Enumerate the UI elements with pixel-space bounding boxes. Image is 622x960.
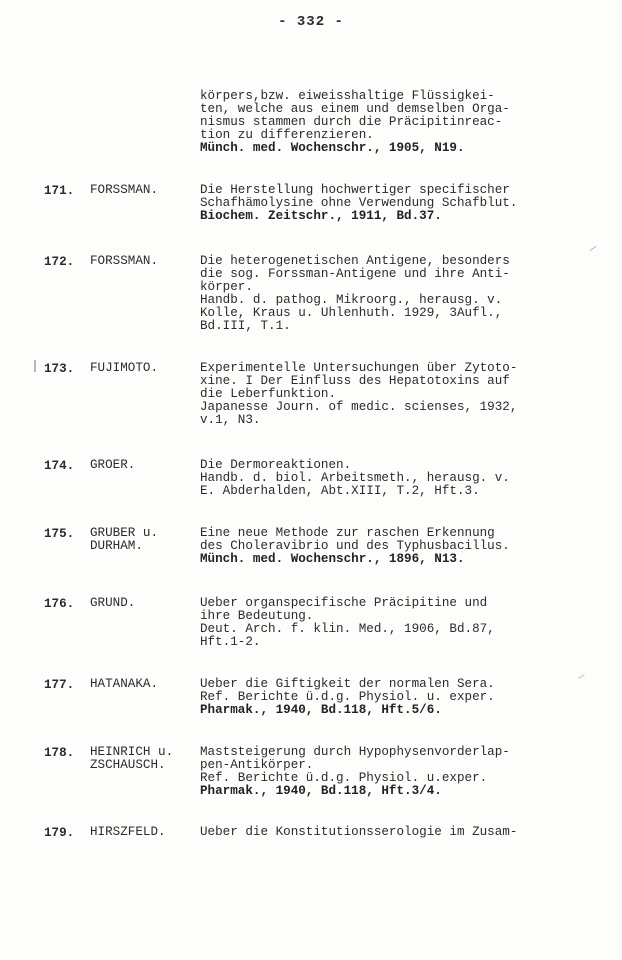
scan-mark: [589, 246, 596, 251]
scan-mark: [34, 360, 36, 372]
text-line: nismus stammen durch die Präcipitinreac-: [200, 115, 503, 129]
text-line: Maststeigerung durch Hypophysenvorderlap-: [200, 745, 510, 759]
text-line: Experimentelle Untersuchungen über Zytoto-: [200, 361, 518, 375]
text-line: die Leberfunktion.: [200, 387, 337, 401]
text-line: Die heterogenetischen Antigene, besonders: [200, 254, 510, 268]
entry-number: 176.: [44, 597, 75, 611]
entry-author: [90, 255, 158, 268]
text-line: Ref. Berichte ü.d.g. Physiol. u.exper.: [200, 771, 488, 785]
reference-line: Münch. med. Wochenschr., 1905, N19.: [200, 141, 465, 155]
entry-content: [200, 459, 580, 498]
text-line: Bd.III, T.1.: [200, 319, 291, 333]
entry-content: [200, 597, 580, 649]
author-line: GRUND.: [90, 596, 136, 610]
entry-number: 172.: [44, 255, 75, 269]
scan-mark: [578, 674, 585, 678]
entry-author: [90, 746, 173, 772]
reference-line: Pharmak., 1940, Bd.118, Hft.3/4.: [200, 784, 442, 798]
text-line: tion zu differenzieren.: [200, 128, 374, 142]
entry-content: [200, 184, 580, 223]
entry-author: [90, 678, 158, 691]
entry-content: [200, 678, 580, 717]
text-line: pen-Antikörper.: [200, 758, 314, 772]
entry-number: 175.: [44, 527, 75, 541]
text-line: körper.: [200, 280, 253, 294]
text-line: Ref. Berichte ü.d.g. Physiol. u. exper.: [200, 690, 495, 704]
text-line: Schafhämolysine ohne Verwendung Schafblut.: [200, 196, 518, 210]
text-line: E. Abderhalden, Abt.XIII, T.2, Hft.3.: [200, 484, 480, 498]
author-line: DURHAM.: [90, 539, 143, 553]
page-number: - 332 -: [278, 14, 344, 30]
entry-number: 171.: [44, 184, 75, 198]
text-line: xine. I Der Einfluss des Hepatotoxins auf: [200, 374, 510, 388]
text-line: des Choleravibrio und des Typhusbacillus.: [200, 539, 510, 553]
reference-line: Pharmak., 1940, Bd.118, Hft.5/6.: [200, 703, 442, 717]
entry-number: 173.: [44, 362, 75, 376]
entry-number: 177.: [44, 678, 75, 692]
author-line: HATANAKA.: [90, 677, 159, 691]
text-line: Die Herstellung hochwertiger specifischer: [200, 183, 510, 197]
author-line: FUJIMOTO.: [90, 361, 159, 375]
text-line: Handb. d. pathog. Mikroorg., herausg. v.: [200, 293, 503, 307]
entry-number: 178.: [44, 746, 75, 760]
entry-number: 179.: [44, 826, 75, 840]
text-line: Ueber die Giftigkeit der normalen Sera.: [200, 677, 495, 691]
entry-content: [200, 255, 580, 333]
entry-content: [200, 527, 580, 566]
author-line: HEINRICH u.: [90, 745, 174, 759]
text-line: Ueber organspecifische Präcipitine und: [200, 596, 488, 610]
text-line: die sog. Forssman-Antigene und ihre Anti-: [200, 267, 510, 281]
entry-author: [90, 597, 135, 610]
text-line: Handb. d. biol. Arbeitsmeth., herausg. v.: [200, 471, 510, 485]
reference-line: Biochem. Zeitschr., 1911, Bd.37.: [200, 209, 442, 223]
entry-author: [90, 459, 135, 472]
text-line: v.1, N3.: [200, 413, 261, 427]
text-line: Hft.1-2.: [200, 635, 261, 649]
author-line: GROER.: [90, 458, 136, 472]
text-line: körpers,bzw. eiweisshaltige Flüssigkei-: [200, 89, 495, 103]
text-line: ten, welche aus einem und demselben Orga-: [200, 102, 510, 116]
entry-content: [200, 746, 580, 798]
entry-number: 174.: [44, 459, 75, 473]
author-line: FORSSMAN.: [90, 183, 159, 197]
text-line: Japanesse Journ. of medic. scienses, 1932,: [200, 400, 518, 414]
author-line: FORSSMAN.: [90, 254, 159, 268]
entry-author: [90, 362, 158, 375]
text-line: Deut. Arch. f. klin. Med., 1906, Bd.87,: [200, 622, 495, 636]
entry-author: [90, 527, 158, 553]
author-line: GRUBER u.: [90, 526, 159, 540]
text-line: Ueber die Konstitutionsserologie im Zusam-: [200, 825, 518, 839]
entry-author: [90, 826, 166, 839]
entry-content: [200, 826, 580, 839]
entry-author: [90, 184, 158, 197]
text-line: Die Dermoreaktionen.: [200, 458, 352, 472]
entry-content: [200, 362, 580, 427]
author-line: ZSCHAUSCH.: [90, 758, 166, 772]
reference-line: Münch. med. Wochenschr., 1896, N13.: [200, 552, 465, 566]
text-line: ihre Bedeutung.: [200, 609, 314, 623]
author-line: HIRSZFELD.: [90, 825, 166, 839]
text-line: Eine neue Methode zur raschen Erkennung: [200, 526, 495, 540]
text-line: Kolle, Kraus u. Uhlenhuth. 1929, 3Aufl.,: [200, 306, 503, 320]
continuation-lines: [200, 90, 580, 155]
